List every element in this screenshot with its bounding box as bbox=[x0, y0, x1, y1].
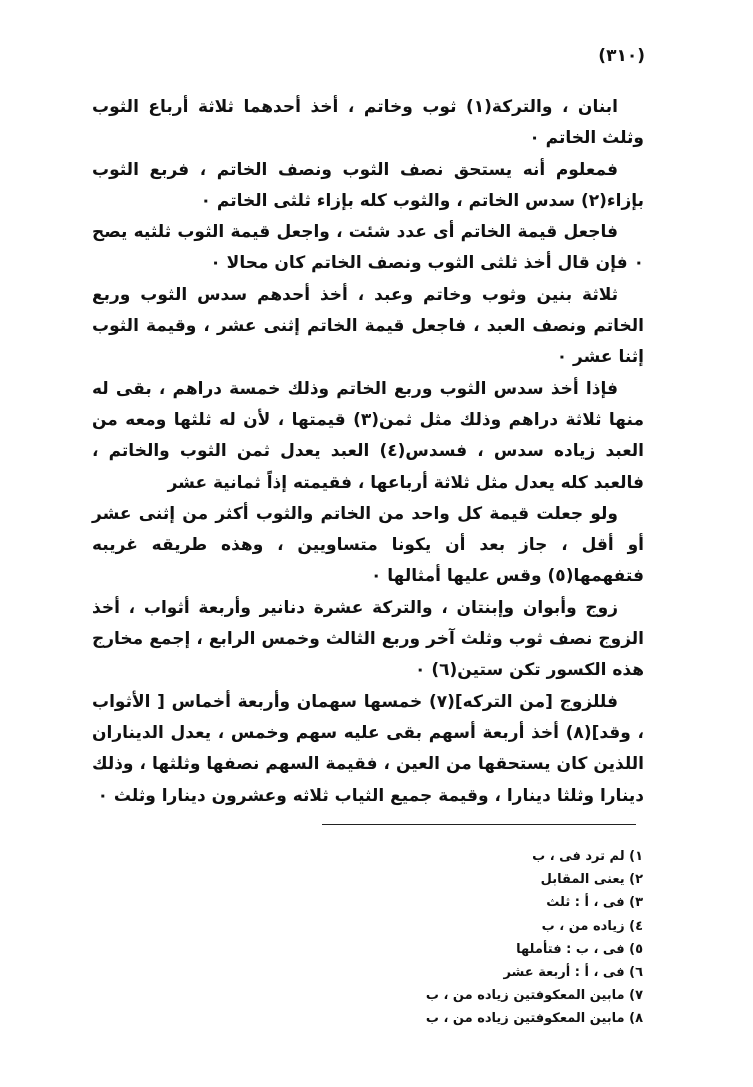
paragraph: فللزوج [من التركه](٧) خمسها سهمان وأربعة أخماس [ الأثواب ، وقد](٨) أخذ أربعة أسهم بقى عليه سهم وخمس ، يعدل الديناران اللذين كان يستحقها من العين ، فقيمة السهم نصفها وثلثها ، وذلك دينارا وثلثا دينارا ، وقيمة جميع الثياب ثلاثه وعشرون دينارا وثلث ٠ bbox=[92, 691, 645, 806]
footnote: ١) لم ترد فى ، ب bbox=[532, 849, 643, 864]
paragraph: ولو جعلت قيمة كل واحد من الخاتم والثوب أكثر من إثنى عشر أو أقل ، جاز بعد أن يكونا متساويين ، وهذه طريقه غريبه فتفهمها(٥) وقس عليها أمثالها ٠ bbox=[92, 503, 644, 587]
footnote: ٦) فى ، أ : أربعة عشر bbox=[503, 965, 643, 981]
main-text bbox=[92, 92, 644, 812]
paragraph: فمعلوم أنه يستحق نصف الثوب ونصف الخاتم ، فربع الثوب بإزاء(٢) سدس الخاتم ، والثوب كله بإزاء ثلثى الخاتم ٠ bbox=[92, 159, 644, 211]
paragraph: زوج وأبوان وإبنتان ، والتركة عشرة دنانير وأربعة أثواب ، أخذ الزوج نصف ثوب وثلث آخر وربع الثالث وخمس الرابع ، إجمع مخارج هذه الكسور تكن ستين(٦) ٠ bbox=[92, 597, 644, 681]
footnotes bbox=[283, 845, 643, 1031]
footnote: ٨) مابين المعكوفتين زياده من ، ب bbox=[425, 1011, 643, 1027]
footnote: ٧) مابين المعكوفتين زياده من ، ب bbox=[425, 988, 643, 1004]
footnote: ٤) زياده من ، ب bbox=[541, 918, 643, 934]
footnote: ٣) فى ، أ : ثلث bbox=[546, 895, 643, 911]
paragraph: ثلاثة بنين وثوب وخاتم وعبد ، أخذ أحدهم سدس الثوب وربع الخاتم ونصف العبد ، فاجعل قيمة الخاتم إثنى عشر ، وقيمة الثوب إثنا عشر ٠ bbox=[92, 284, 644, 368]
page-number: (٣١٠) bbox=[598, 46, 645, 66]
footnote: ٥) فى ، ب : فتأملها bbox=[516, 941, 643, 957]
footnote: ٢) يعنى المقابل bbox=[540, 872, 643, 888]
paragraph: فاجعل قيمة الخاتم أى عدد شئت ، واجعل قيمة الثوب ثلثيه يصح ٠ فإن قال أخذ ثلثى الثوب ونصف الخاتم كان محالا ٠ bbox=[92, 222, 644, 274]
footnote-separator bbox=[322, 824, 636, 825]
paragraph: فإذا أخذ سدس الثوب وربع الخاتم وذلك خمسة دراهم ، بقى له منها ثلاثة دراهم وذلك مثل ثمن(٣) قيمتها ، لأن له ثلثها ومعه من العبد زياده سدس ، فسدس(٤) العبد يعدل ثمن الثوب والخاتم ، فالعبد كله يعدل مثل ثلاثة أرباعها ، فقيمته إذاً ثمانية عشر bbox=[92, 378, 645, 493]
paragraph: ابنان ، والتركة(١) ثوب وخاتم ، أخذ أحدهما ثلاثة أرباع الثوب وثلث الخاتم ٠ bbox=[92, 97, 644, 149]
